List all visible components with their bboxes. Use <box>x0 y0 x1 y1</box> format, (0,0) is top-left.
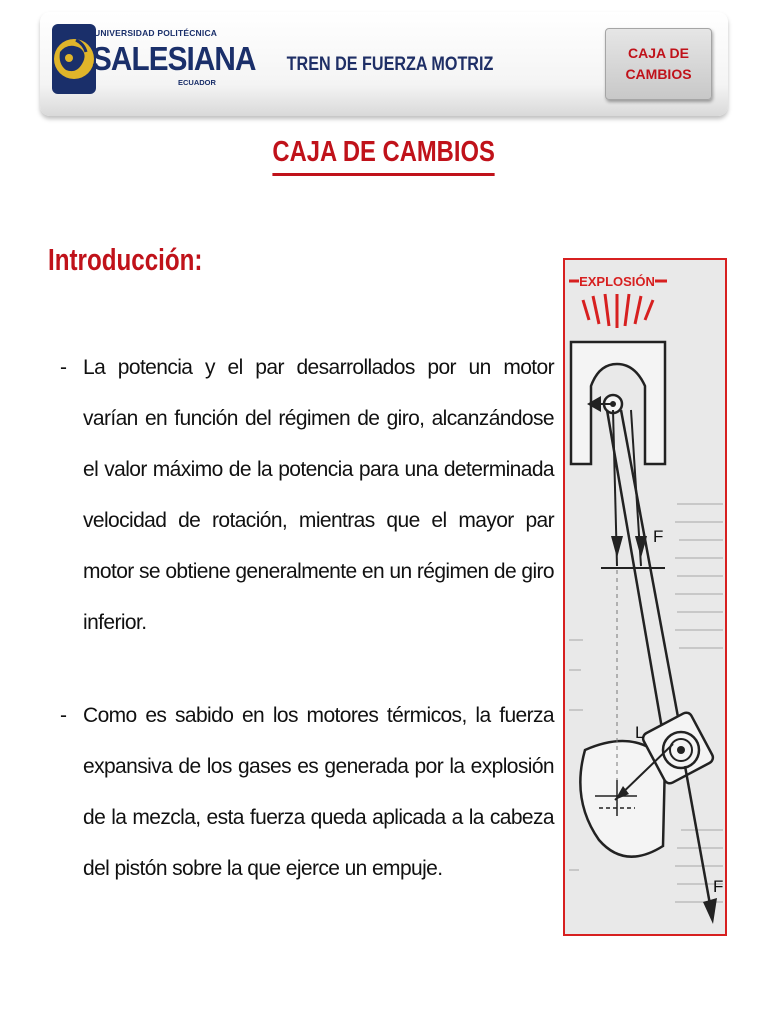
logo-country: ECUADOR <box>178 78 216 87</box>
paragraph <box>60 342 554 648</box>
explosion-rays <box>583 294 653 328</box>
section-heading: Introducción: <box>48 242 203 277</box>
page-title: CAJA DE CAMBIOS <box>273 134 495 176</box>
page-title-wrap <box>200 134 568 176</box>
section-tag[interactable] <box>605 28 712 100</box>
length-label: L <box>635 723 645 742</box>
explosion-label: EXPLOSIÓN <box>579 274 655 289</box>
piston-diagram-drawing <box>565 260 725 934</box>
university-logo <box>46 16 256 100</box>
paragraph-text: Como es sabido en los motores térmicos, la fuerza expansiva de los gases es generada por la explosión de la mezcla, esta fuerza queda aplicada a la cabeza del pistón sobre la que ejerce un empuje. <box>83 704 554 880</box>
header-title: TREN DE FUERZA MOTRIZ <box>286 54 494 75</box>
logo-name: SALESIANA <box>92 40 256 77</box>
bullet-dash: - <box>60 704 67 727</box>
force-label-top: F <box>653 527 664 546</box>
piston-diagram <box>563 258 727 936</box>
force-label-bottom: F <box>713 877 724 896</box>
logo-university-line: UNIVERSIDAD POLITÉCNICA <box>94 28 218 38</box>
section-tag-label: CAJA DE CAMBIOS <box>625 45 692 82</box>
paragraph-text: La potencia y el par desarrollados por un motor varían en función del régimen de giro, alcanzándose el valor máximo de la potencia para una determinada velocidad de rotación, mientras que el mayor par motor se obtiene generalmente en un régimen de giro inferior. <box>83 356 554 634</box>
paragraph <box>60 690 554 894</box>
bullet-dash: - <box>60 356 67 379</box>
